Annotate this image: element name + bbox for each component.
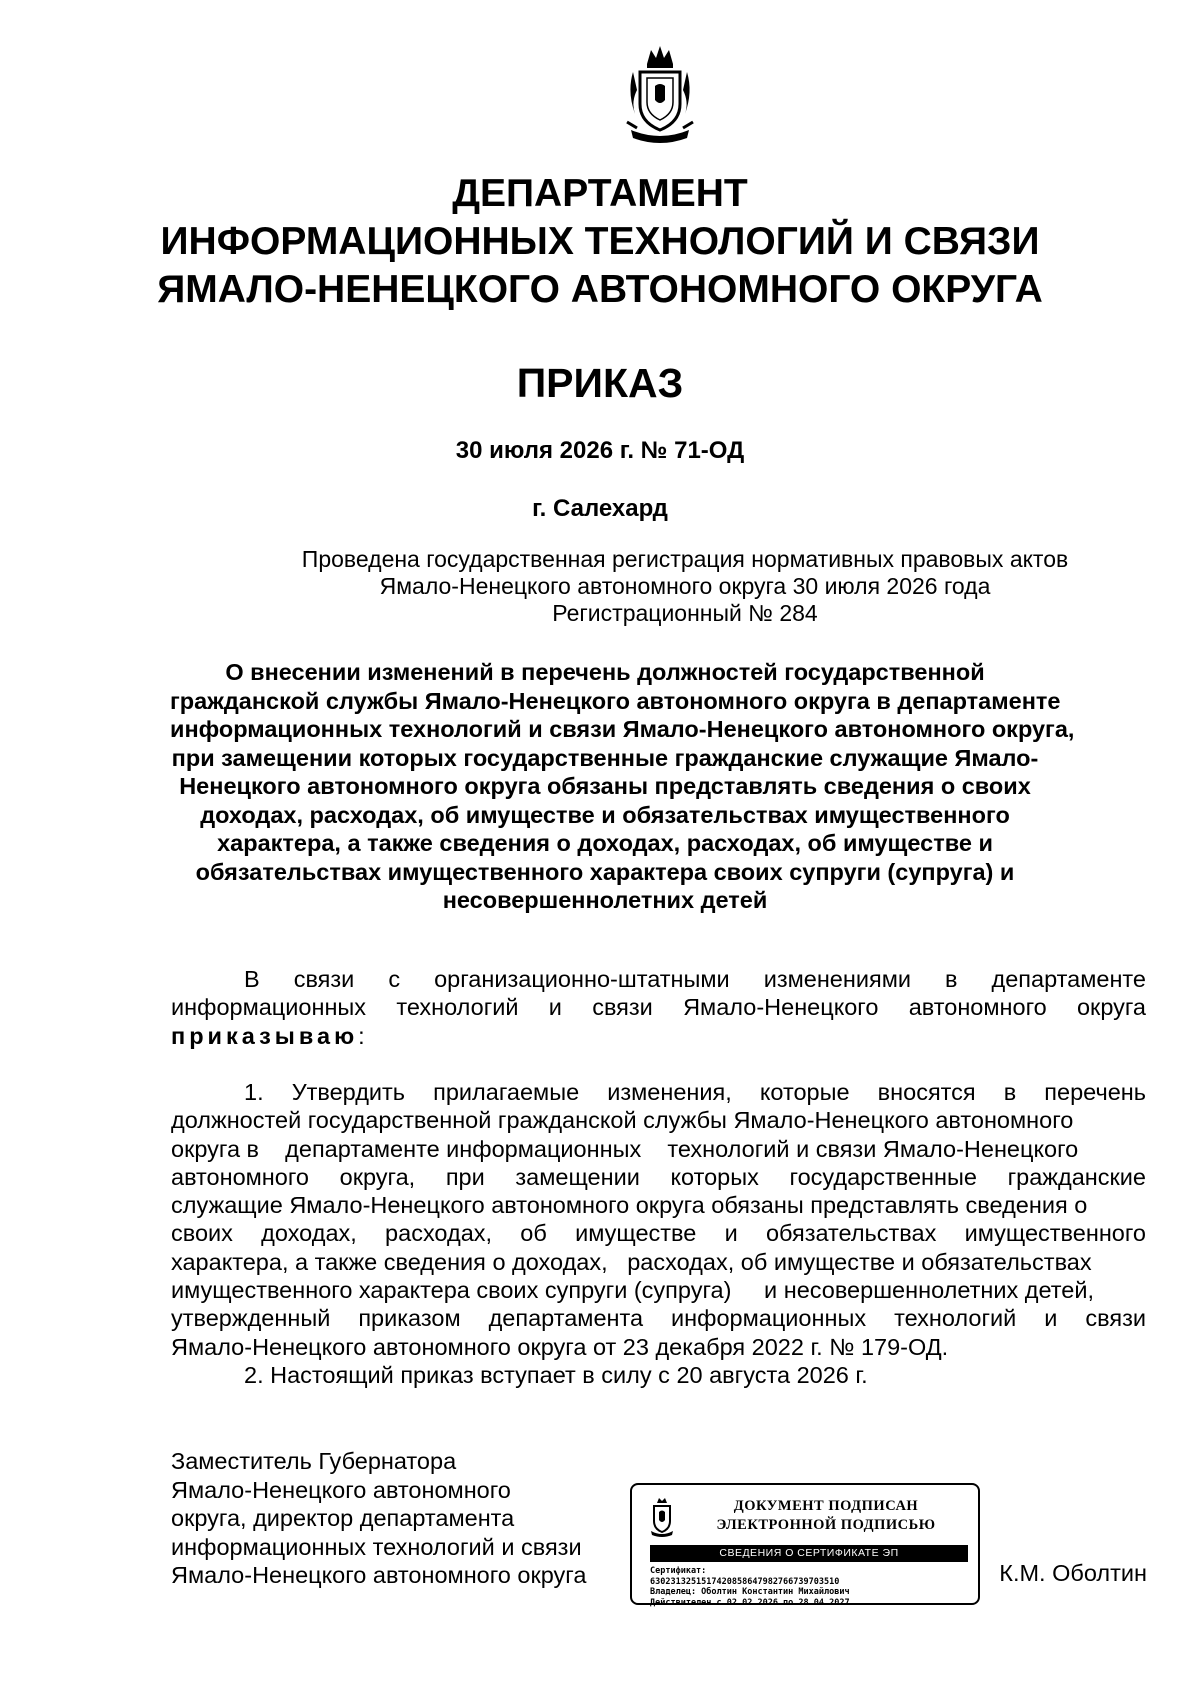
item1-line: Ямало-Ненецкого автономного округа от 23 декабря 2022 г. № 179-ОД. bbox=[171, 1333, 949, 1360]
order-colon: : bbox=[358, 1022, 365, 1049]
preamble-line: В связи с организационно-штатными изменениями в департаменте bbox=[244, 966, 1146, 992]
signatory-position bbox=[171, 1447, 586, 1590]
stamp-certificate-details bbox=[650, 1566, 850, 1608]
subject-line: несовершеннолетних детей bbox=[442, 887, 768, 913]
preamble-line: информационных технологий и связи Ямало-Ненецкого автономного округа bbox=[171, 994, 1146, 1021]
position-line: Ямало-Ненецкого автономного округа bbox=[171, 1562, 587, 1588]
order-subject bbox=[170, 658, 1075, 915]
registration-note bbox=[250, 546, 1120, 627]
subject-line: характера, а также сведения о доходах, расходах, об имуществе и bbox=[217, 830, 993, 856]
stamp-emblem-icon bbox=[650, 1497, 674, 1537]
stamp-certificate-bar: СВЕДЕНИЯ О СЕРТИФИКАТЕ ЭП bbox=[650, 1545, 968, 1562]
position-line: Заместитель Губернатора bbox=[171, 1448, 457, 1474]
certificate-label: Сертификат: bbox=[650, 1566, 707, 1576]
preamble bbox=[171, 965, 1146, 1050]
certificate-number: 6302313251517420858647982766739703510 bbox=[650, 1576, 840, 1587]
item1-line: 1. Утвердить прилагаемые изменения, которые вносятся в перечень bbox=[244, 1079, 1146, 1105]
e-signature-stamp bbox=[630, 1483, 980, 1608]
order-title: ПРИКАЗ bbox=[516, 360, 684, 406]
coat-of-arms-emblem bbox=[625, 42, 695, 147]
item1-line: характера, а также сведения о доходах, расходах, об имуществе и обязательствах bbox=[171, 1248, 1092, 1275]
preamble-order-line bbox=[171, 1022, 1146, 1050]
subject-line: доходах, расходах, об имуществе и обязательствах имущественного bbox=[200, 801, 1010, 828]
order-items bbox=[171, 1078, 1146, 1389]
subject-line: Ненецкого автономного округа обязаны представлять сведения о своих bbox=[179, 773, 1031, 799]
item2-line: 2. Настоящий приказ вступает в силу с 20 августа 2026 г. bbox=[244, 1361, 868, 1388]
subject-line: гражданской службы Ямало-Ненецкого автономного округа в департаменте bbox=[170, 687, 1061, 714]
stamp-title bbox=[682, 1497, 970, 1535]
certificate-validity: Действителен с 02.02.2026 по 28.04.2027 bbox=[650, 1597, 850, 1608]
registration-line: Проведена государственная регистрация нормативных правовых актов bbox=[301, 546, 1069, 572]
subject-line: О внесении изменений в перечень должностей государственной bbox=[225, 659, 985, 685]
department-title bbox=[100, 170, 1100, 314]
order-date-number: 30 июля 2026 г. № 71-ОД bbox=[455, 437, 745, 464]
department-title-line: ДЕПАРТАМЕНТ bbox=[452, 172, 748, 215]
item1-line: имущественного характера своих супруги (супруга) и несовершеннолетних детей, bbox=[171, 1277, 1095, 1304]
stamp-title-line: ЭЛЕКТРОННОЙ ПОДПИСЬЮ bbox=[716, 1517, 936, 1533]
registration-line: Регистрационный № 284 bbox=[552, 600, 818, 626]
item1-line: служащие Ямало-Ненецкого автономного округа обязаны представлять сведения о bbox=[171, 1192, 1088, 1219]
department-title-line: ИНФОРМАЦИОННЫХ ТЕХНОЛОГИЙ И СВЯЗИ bbox=[160, 220, 1040, 263]
department-title-line: ЯМАЛО-НЕНЕЦКОГО АВТОНОМНОГО ОКРУГА bbox=[157, 268, 1043, 311]
item1-line: должностей государственной гражданской службы Ямало-Ненецкого автономного bbox=[171, 1107, 1074, 1134]
subject-line: обязательствах имущественного характера своих супруги (супруга) и bbox=[195, 858, 1015, 885]
item1-line: своих доходах, расходах, об имуществе и обязательствах имущественного bbox=[171, 1220, 1146, 1247]
position-line: округа, директор департамента bbox=[171, 1505, 515, 1531]
item1-line: утвержденный приказом департамента информационных технологий и связи bbox=[171, 1305, 1146, 1332]
item1-line: округа в департаменте информационных технологий и связи Ямало-Ненецкого bbox=[171, 1135, 1079, 1162]
subject-line: информационных технологий и связи Ямало-Ненецкого автономного округа, bbox=[170, 716, 1075, 742]
certificate-owner: Владелец: Оболтин Константин Михайлович bbox=[650, 1587, 850, 1597]
position-line: информационных технологий и связи bbox=[171, 1533, 582, 1560]
subject-line: при замещении которых государственные гражданские служащие Ямало- bbox=[171, 744, 1039, 771]
stamp-title-line: ДОКУМЕНТ ПОДПИСАН bbox=[733, 1498, 919, 1514]
order-word: приказываю bbox=[171, 1022, 359, 1049]
position-line: Ямало-Ненецкого автономного bbox=[171, 1476, 511, 1503]
signer-name: К.М. Оболтин bbox=[999, 1560, 1147, 1586]
item1-line: автономного округа, при замещении которых государственные гражданские bbox=[171, 1163, 1146, 1190]
city: г. Салехард bbox=[532, 495, 668, 522]
registration-line: Ямало-Ненецкого автономного округа 30 июля 2026 года bbox=[379, 573, 991, 599]
